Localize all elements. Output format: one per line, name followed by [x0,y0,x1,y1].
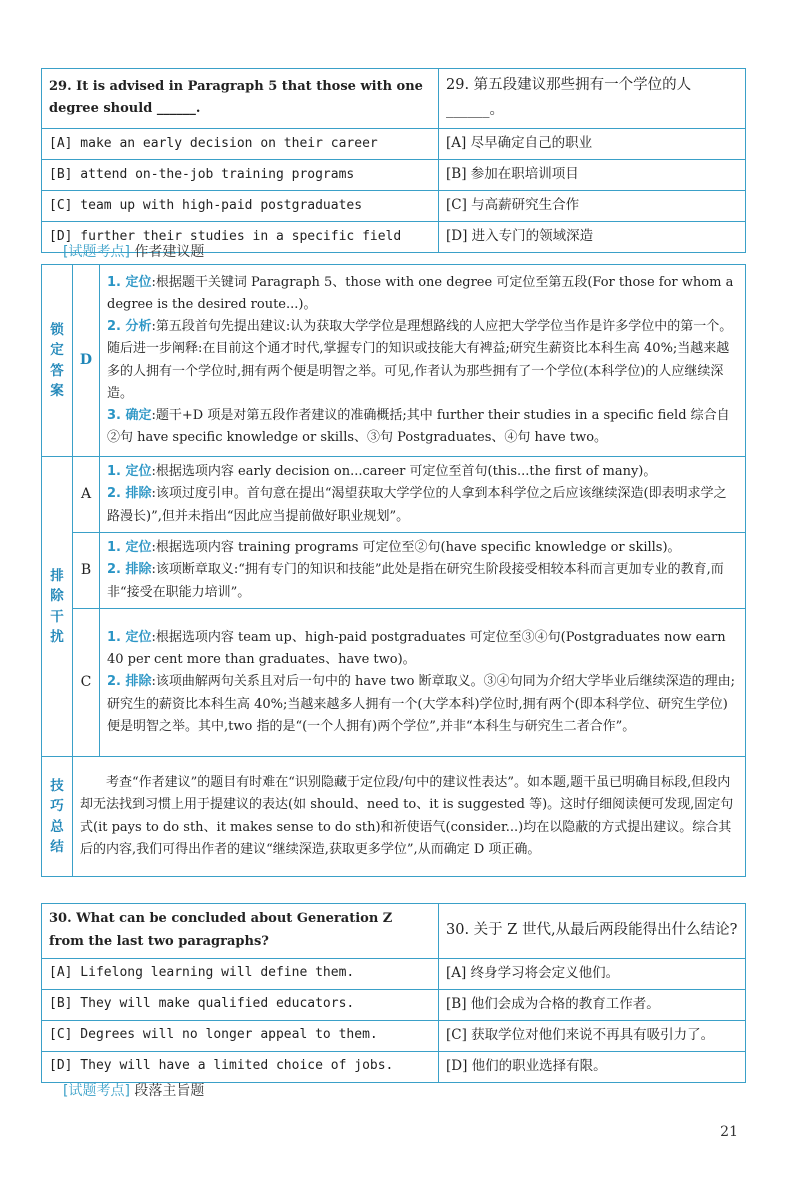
step-tag: 1. 定位 [107,540,152,556]
question-29-option-a [42,128,746,159]
page-number: 21 [720,1124,738,1140]
option-en: [B] attend on-the-job training programs [42,159,439,190]
key-point-tag: [试题考点] [63,1083,130,1099]
eliminate-c-row [42,609,746,757]
eliminate-label: 排除干扰 [42,457,73,757]
step-tag: 2. 排除 [107,674,152,690]
lock-answer-label: 锁定答案 [42,265,73,457]
eliminate-c-content [100,609,746,757]
question-29-option-b [42,159,746,190]
option-cn: [A] 终身学习将会定义他们。 [439,958,746,989]
step-text: :根据选项内容 training programs 可定位至②句(have specific knowledge or skills)。 [151,540,681,556]
question-30-option-a [42,958,746,989]
option-en: [C] Degrees will no longer appeal to them. [42,1020,439,1051]
option-cn: [A] 尽早确定自己的职业 [439,128,746,159]
question-30-stem-cn: 30. 关于 Z 世代,从最后两段能得出什么结论? [439,904,746,959]
eliminate-a-content [100,457,746,533]
option-cn: [C] 与高薪研究生合作 [439,190,746,221]
key-point-text: 段落主旨题 [134,1083,205,1099]
question-29-option-c [42,190,746,221]
question-30-key-point [63,1080,204,1100]
eliminate-b-content [100,533,746,609]
step-tag: 1. 定位 [107,275,152,291]
tip-summary-label: 技巧总结 [42,757,73,877]
option-en: [C] team up with high-paid postgraduates [42,190,439,221]
eliminate-b-letter: B [73,533,100,609]
question-30-stem-en: 30. What can be concluded about Generation Z from the last two paragraphs? [42,904,439,959]
tip-summary-text: 考查“作者建议”的题目有时难在“识别隐藏于定位段/句中的建议性表达”。如本题,题干虽已明确目标段,但段内却无法找到习惯上用于提建议的表达(如 should、need to、it is suggested 等)。这时仔细阅读便可发现,固定句式(it pays to do sth、it makes sense to do sth)和祈使语气(consider...)均在以隐蔽的方式提出建议。综合其后的内容,我们可得出作者的建议“继续深造,获取更多学位”,从而确定 D 项正确。 [80,775,734,857]
option-en: [A] make an early decision on their career [42,128,439,159]
step-tag: 2. 排除 [107,486,152,502]
step-tag: 2. 排除 [107,562,152,578]
key-point-tag: [试题考点] [63,244,130,260]
option-cn: [D] 进入专门的领域深造 [439,221,746,252]
analysis-table [41,264,746,877]
question-29-key-point [63,241,204,261]
step-tag: 2. 分析 [107,319,152,335]
eliminate-a-row [42,457,746,533]
option-cn: [C] 获取学位对他们来说不再具有吸引力了。 [439,1020,746,1051]
question-29-stem-en: 29. It is advised in Paragraph 5 that those with one degree should ______. [42,69,439,129]
lock-answer-letter: D [73,265,100,457]
step-tag: 3. 确定 [107,407,152,423]
option-en: [A] Lifelong learning will define them. [42,958,439,989]
lock-answer-content [100,265,746,457]
tip-summary-content [73,757,746,877]
step-tag: 1. 定位 [107,630,152,646]
step-text: :该项曲解两句关系且对后一句中的 have two 断章取义。③④句同为介绍大学毕业后继续深造的理由;研究生的薪资比本科生高 40%;当越来越多人拥有一个(大学本科)学位时,拥有两个(即本科学位、研究生学位)便是明智之举。其中,two 指的是“(一个人拥有)两个学位”,并非“本科生与研究生二者合作”。 [107,674,736,734]
step-text: :该项断章取义:“拥有专门的知识和技能”此处是指在研究生阶段接受相较本科而言更加专业的教育,而非“接受在职能力培训”。 [107,562,724,600]
question-29-stem-cn: 29. 第五段建议那些拥有一个学位的人______。 [439,69,746,129]
lock-answer-row [42,265,746,457]
question-29-table [41,68,746,253]
eliminate-c-letter: C [73,609,100,757]
step-text: :题干+D 项是对第五段作者建议的准确概括;其中 further their studies in a specific field 综合自②句 have specific knowledge or skills、③句 Postgraduates、④句 have two。 [107,407,730,445]
option-cn: [B] 参加在职培训项目 [439,159,746,190]
step-text: :根据选项内容 early decision on...career 可定位至首句(this...the first of many)。 [151,464,657,480]
question-30-option-d [42,1051,746,1082]
eliminate-b-row [42,533,746,609]
option-en: [B] They will make qualified educators. [42,989,439,1020]
key-point-text: 作者建议题 [134,244,205,260]
option-en: [D] further their studies in a specific field [42,221,439,252]
step-tag: 1. 定位 [107,464,152,480]
tip-summary-row [42,757,746,877]
question-30-table [41,903,746,1083]
step-text: :根据题干关键词 Paragraph 5、those with one degree 可定位至第五段(For those for whom a degree is the desired route...)。 [107,275,734,313]
eliminate-a-letter: A [73,457,100,533]
step-text: :该项过度引申。首句意在提出“渴望获取大学学位的人拿到本科学位之后应该继续深造(即表明求学之路漫长)”,但并未指出“因此应当提前做好职业规划”。 [107,486,727,524]
option-cn: [B] 他们会成为合格的教育工作者。 [439,989,746,1020]
option-cn: [D] 他们的职业选择有限。 [439,1051,746,1082]
question-29-stem-row [42,69,746,129]
question-30-stem-row [42,904,746,959]
question-30-option-b [42,989,746,1020]
step-text: :根据选项内容 team up、high-paid postgraduates 可定位至③④句(Postgraduates now earn 40 per cent more than graduates、have two)。 [107,630,726,668]
option-en: [D] They will have a limited choice of jobs. [42,1051,439,1082]
question-30-option-c [42,1020,746,1051]
step-text: :第五段首句先提出建议:认为获取大学学位是理想路线的人应把大学学位当作是许多学位中的第一个。随后进一步阐释:在目前这个通才时代,掌握专门的知识或技能大有裨益;研究生薪资比本科生高 40%;当越来越多的人拥有一个学位时,拥有两个便是明智之举。可见,作者认为那些拥有了一个学位(本科学位)的人应继续深造。 [107,319,733,401]
